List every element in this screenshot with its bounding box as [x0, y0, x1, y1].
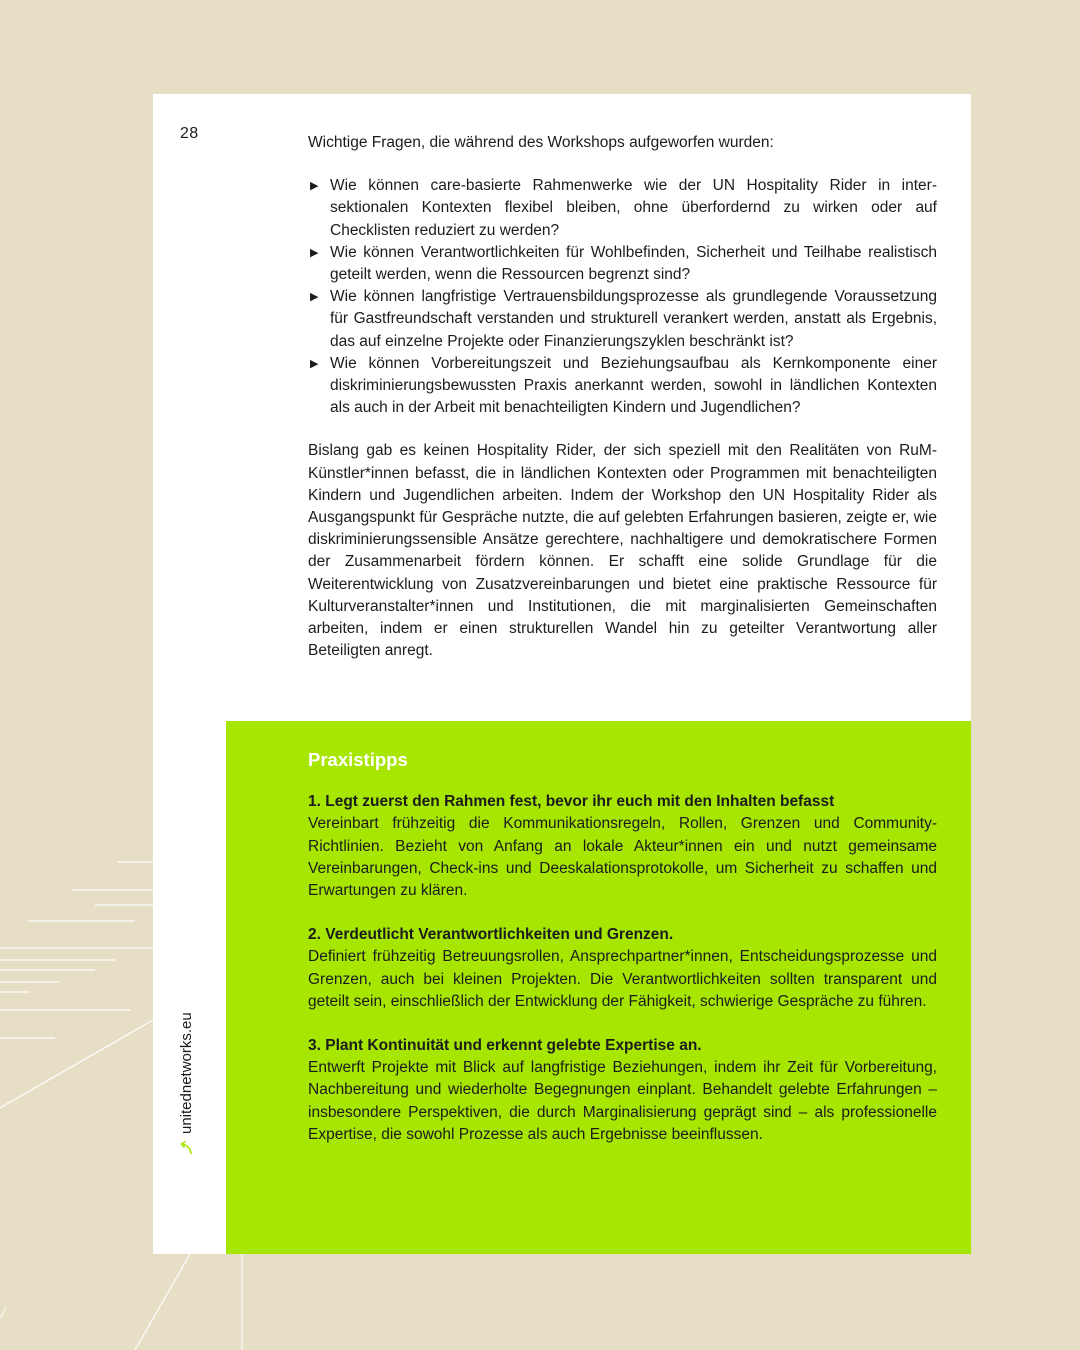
triangle-bullet-icon: ▶ [310, 357, 319, 370]
tips-box [226, 721, 971, 1254]
intro-sentence: Wichtige Fragen, die während des Workshops aufgeworfen wurden: [308, 134, 774, 151]
list-item: ▶ Wie können langfristige Vertrauensbildungsprozesse als grundlegende Voraussetzung für Gastfreundschaft verstanden und strukturell verankert werden, anstatt als Ergebnis, das auf einzelne Projekte oder Finanzierungszyklen beschränkt ist? [310, 288, 937, 350]
list-item: ▶ Wie können Vorbereitungszeit und Beziehungsaufbau als Kernkomponente einer diskriminierungsbewussten Praxis anerkannt werden, sowohl in ländlichen Kontexten als auch in der Arbeit mit benachteiligten Kindern und Jugendlichen? [310, 354, 937, 417]
tip-text: Definiert frühzeitig Betreuungsrollen, Ansprechpartner*innen, Entscheidungsprozesse und Grenzen, auch bei kleinen Projekten. Die Verantwortlichkeiten sollten transparent und geteilt sein, einschließlich der Entwicklung der Fähigkeit, schwierige Gespräche zu führen. [308, 948, 937, 1010]
triangle-bullet-icon: ▶ [310, 291, 319, 304]
tip-text: Vereinbart frühzeitig die Kommunikationsregeln, Rollen, Grenzen und Community-Richtlinien. Bezieht von Anfang an lokale Akteur*innen ein und nutzt gemeinsame Vereinbarungen, Check-ins und Deeskalationsprotokolle, um Sicherheit zu schaffen und Erwartungen zu klären. [308, 815, 937, 900]
question-list [308, 175, 937, 419]
arrow-icon [179, 1140, 195, 1156]
side-url[interactable] [178, 1012, 195, 1156]
main-text-column [308, 132, 937, 662]
tips-content [308, 749, 937, 1168]
summary-paragraph: Bislang gab es keinen Hospitality Rider, der sich speziell mit den Realitäten von RuM-Künstler*innen befasst, die in ländlichen Kontexten oder Programmen mit benachteiligten Kindern und Jugendlichen arbeiten. Indem der Workshop den UN Hospitality Rider als Ausgangspunkt für Gespräche nutzte, die auf gelebten Erfahrungen basieren, zeigte er, wie diskriminierungssensible Ansätze gerechtere, nachhaltigere und demokratischere Formen der Zusammenarbeit fördern können. Er schafft eine solide Grundlage für die Weiterentwicklung von Zusatzvereinbarungen und bietet eine praktische Ressource für Kulturveranstalter*innen und Institutionen, die mit marginalisierten Gemeinschaften arbeiten, indem er einen strukturellen Wandel hin zu geteilter Verantwortung aller Beteiligten anregt. [308, 442, 937, 660]
list-item: ▶ Wie können Verantwortlichkeiten für Wohlbefinden, Sicherheit und Teilhabe realistisch geteilt werden, wenn die Ressourcen begrenzt sind? [310, 243, 937, 284]
triangle-bullet-icon: ▶ [310, 246, 319, 259]
tip-text: Entwerft Projekte mit Blick auf langfristige Beziehungen, indem ihr Zeit für Vorbereitung, Nachbereitung und wiederholte Begegnungen einplant. Behandelt gelebte Erfahrungen – insbesondere Perspektiven, die durch Marginalisierung geprägt sind – als professionelle Expertise, die sowohl Prozesse als auch Ergebnisse beeinflussen. [308, 1059, 937, 1143]
side-url-text: unitednetworks.eu [178, 1012, 195, 1134]
page-number: 28 [180, 125, 199, 142]
list-item: ▶ Wie können care-basierte Rahmenwerke wie der UN Hospitality Rider in intersektionalen Kontexten flexibel bleiben, ohne überfordernd zu wirken oder auf Checklisten reduziert zu werden? [310, 177, 937, 239]
document-page [153, 94, 971, 1254]
tip-heading: 3. Plant Kontinuität und erkennt gelebte Expertise an. [308, 1037, 702, 1055]
tip-heading: 2. Verdeutlicht Verantwortlichkeiten und Grenzen. [308, 926, 674, 944]
tip-heading: 1. Legt zuerst den Rahmen fest, bevor ihr euch mit den Inhalten befasst [308, 793, 835, 811]
triangle-bullet-icon: ▶ [310, 180, 319, 193]
tips-title: Praxistipps [308, 749, 408, 770]
